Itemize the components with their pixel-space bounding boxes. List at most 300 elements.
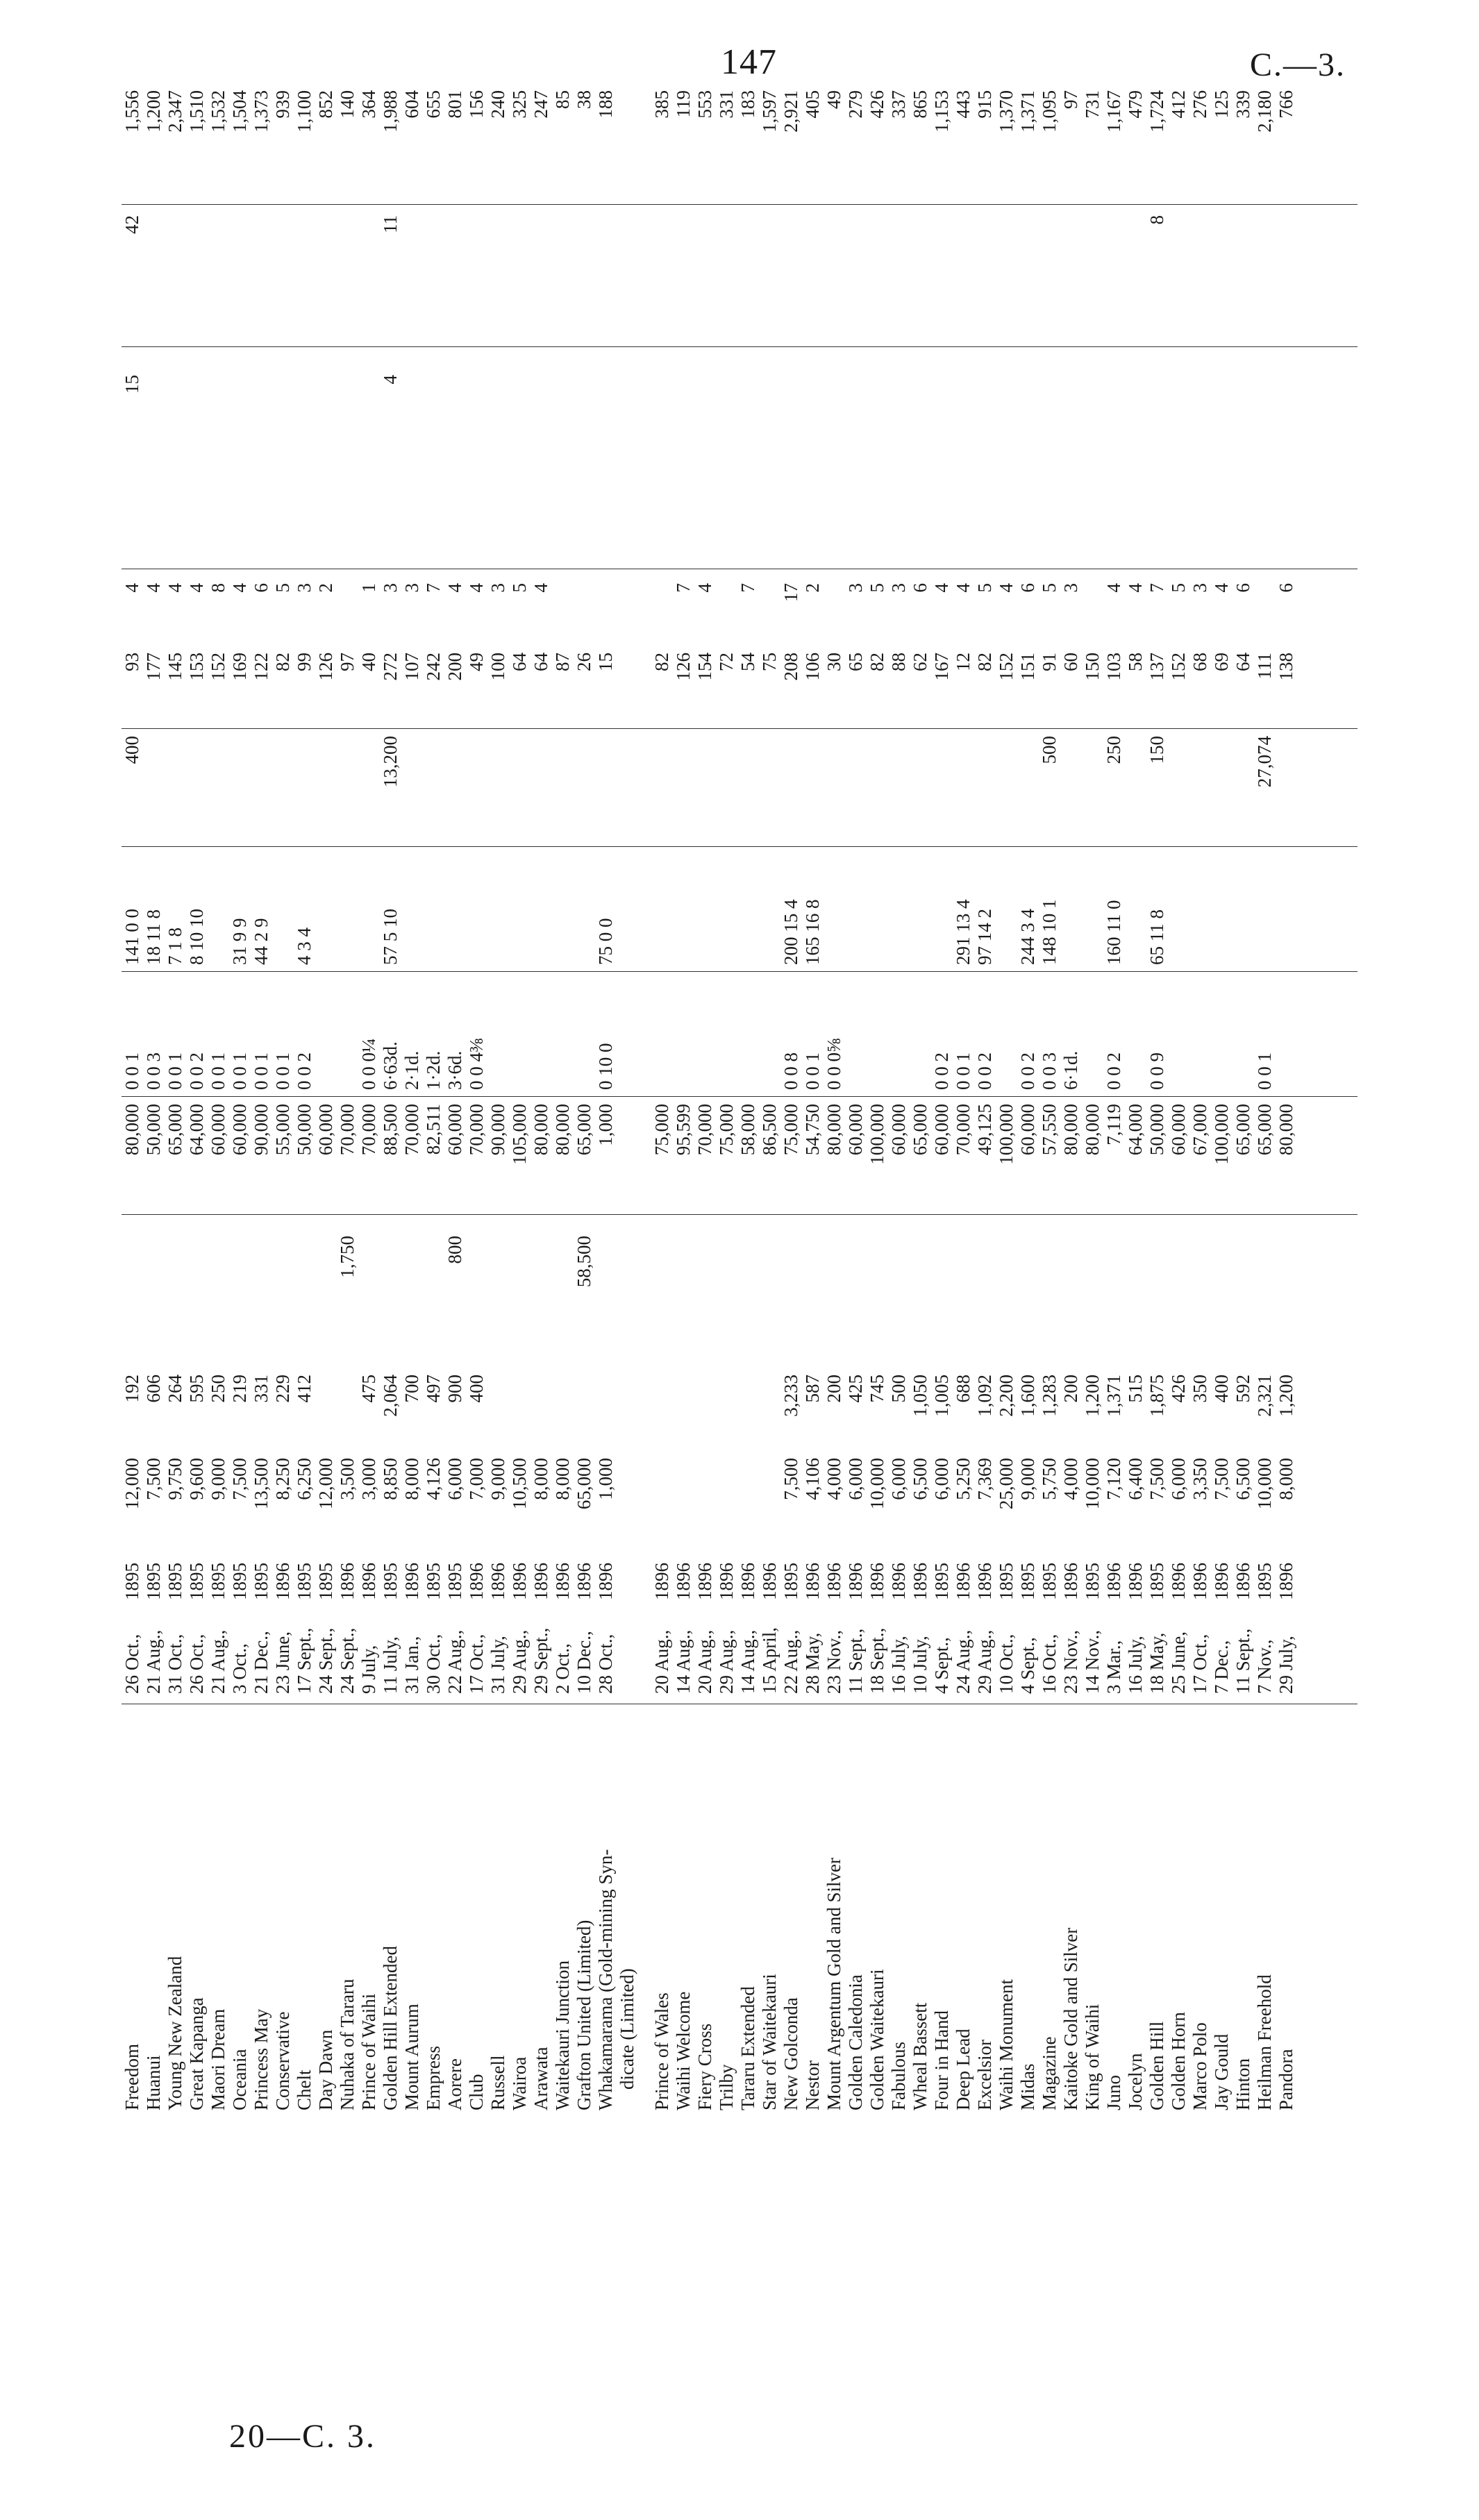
capital-value: 4,000 [824,1458,844,1500]
amount-value [1232,1236,1254,1361]
shares-value: 100,000 [1211,1104,1232,1165]
count-value [1232,215,1254,333]
capital-value: 6,500 [1232,1458,1253,1500]
count-value: 6 [1232,583,1253,593]
shares-value: 49,125 [974,1104,995,1156]
registration-year: 1896 [552,1563,573,1600]
amount-value [1060,854,1082,965]
count-value [780,375,802,500]
count-value [1039,215,1060,333]
amount-value [737,854,759,965]
company-name: Excelsior [974,2040,995,2110]
amount-value [974,736,996,840]
company-name: Conservative [272,2011,293,2110]
amount-value [186,1236,208,1361]
count-value: 40 [358,653,379,671]
registration-year: 1895 [996,1563,1017,1600]
amount-value: 0 0 1 [208,1052,228,1090]
amount-value [574,979,595,1090]
shares-value: 50,000 [1146,1104,1167,1156]
count-value: 3 [401,583,422,593]
amount-value [315,736,337,840]
registration-year: 1896 [845,1563,866,1600]
capital-value: 7,369 [974,1458,995,1500]
registration-date: 18 May, [1146,1632,1167,1694]
amount-value [401,854,423,965]
company-name: Golden Hill [1146,2021,1167,2110]
total-value: 331 [716,90,737,119]
company-name: Maori Dream [208,2008,228,2110]
registration-year: 1895 [1082,1563,1103,1600]
company-name: Pandora [1276,2049,1296,2110]
amount-value: 497 [423,1375,444,1403]
amount-value [1189,1236,1211,1361]
shares-value: 70,000 [466,1104,487,1156]
count-value [651,375,673,500]
amount-value: 606 [143,1375,164,1403]
amount-value: 0 0 1 [953,1052,974,1090]
document-reference: C.—3. [1250,47,1346,83]
capital-value: 6,000 [931,1458,952,1500]
count-value: 93 [122,653,142,671]
amount-value [122,1236,143,1361]
amount-value: 0 0 8 [780,1052,801,1090]
registration-year: 1896 [974,1563,995,1600]
amount-value: 587 [802,1375,823,1403]
amount-value [1276,979,1297,1090]
capital-value: 9,600 [186,1458,207,1500]
count-value [1168,215,1189,333]
amount-value: 31 9 9 [229,918,250,965]
amount-value [423,854,444,965]
capital-value: 7,500 [780,1458,801,1500]
capital-value [737,1458,759,1541]
amount-value [574,736,595,840]
company-name: Mount Aurum [401,2004,422,2110]
registration-year: 1895 [251,1563,271,1600]
column-divider [122,728,1357,729]
count-value: 2 [315,583,336,593]
shares-value: 95,599 [673,1104,694,1156]
total-value: 915 [974,90,995,119]
count-value: 7 [737,583,758,593]
registration-date: 29 July, [1276,1636,1296,1694]
shares-value: 75,000 [716,1104,737,1156]
capital-value: 4,106 [802,1458,823,1500]
count-value: 6 [1017,583,1038,593]
amount-value [358,736,380,840]
total-value: 38 [574,90,594,109]
amount-value: 2·1d. [401,1050,422,1090]
amount-value [673,979,694,1090]
total-value: 766 [1276,90,1296,119]
count-value [294,215,315,333]
count-value [552,583,574,639]
amount-value [1276,1236,1297,1361]
amount-value: 412 [294,1375,315,1403]
count-value: 4 [996,583,1017,593]
count-value: 3 [845,583,866,593]
count-value [651,583,673,639]
company-name: Russell [487,2055,508,2110]
registration-date: 25 June, [1168,1631,1189,1694]
count-value [802,215,824,333]
amount-value: 229 [272,1375,293,1403]
shares-value: 7,119 [1103,1104,1124,1145]
amount-value [910,979,931,1090]
count-value [737,375,759,500]
registration-date: 10 Dec., [574,1631,594,1694]
company-name: Hinton [1232,2058,1253,2110]
count-value: 200 [444,653,465,681]
registration-year: 1896 [1232,1563,1253,1600]
count-value [487,375,509,500]
capital-value: 4,126 [423,1458,444,1500]
count-value [574,215,595,333]
amount-value [910,736,931,840]
amount-value [931,736,953,840]
count-value [931,375,953,500]
capital-value: 5,750 [1039,1458,1060,1500]
capital-value: 12,000 [122,1458,142,1510]
count-value [466,215,487,333]
registration-date: 11 July, [380,1636,401,1694]
count-value [229,375,251,500]
registration-year: 1896 [888,1563,909,1600]
total-value: 412 [1168,90,1189,119]
amount-value [595,1236,617,1361]
count-value [294,375,315,500]
amount-value: 1,875 [1146,1375,1167,1417]
count-value [1017,375,1039,500]
amount-value [530,1236,552,1361]
company-name: Waihi Monument [996,1979,1017,2110]
column-divider [122,1096,1357,1097]
count-value: 137 [1146,653,1167,681]
amount-value [716,1375,737,1451]
shares-value: 70,000 [953,1104,974,1156]
amount-value [1189,854,1211,965]
count-value [824,375,845,500]
shares-value: 88,500 [380,1104,401,1156]
count-value [996,215,1017,333]
amount-value [910,854,931,965]
total-value: 1,988 [380,90,401,133]
amount-value: 6·63d. [380,1041,401,1090]
total-value: 426 [867,90,887,119]
count-value [315,375,337,500]
capital-value [716,1458,737,1541]
count-value [974,215,996,333]
registration-date: 23 June, [272,1631,293,1694]
amount-value: 57 5 10 [380,909,401,965]
company-name: Nestor [802,2060,823,2110]
amount-value [716,979,737,1090]
company-name: Aorere [444,2058,465,2110]
capital-value: 4,000 [1060,1458,1081,1500]
total-value: 1,370 [996,90,1017,133]
amount-value [487,736,509,840]
company-name: Midas [1017,2063,1038,2110]
count-value [759,215,780,333]
count-value [996,375,1017,500]
shares-value: 105,000 [509,1104,530,1165]
registration-year: 1896 [1103,1563,1124,1600]
company-name: New Golconda [780,1997,801,2110]
amount-value [996,1236,1017,1361]
count-value [337,375,358,500]
shares-value: 65,000 [1254,1104,1275,1156]
amount-value: 1,600 [1017,1375,1038,1417]
registration-year: 1896 [466,1563,487,1600]
count-value [759,583,780,639]
count-value [910,215,931,333]
company-name: Golden Waitekauri [867,1969,887,2110]
count-value: 3 [294,583,315,593]
count-value: 4 [122,583,142,593]
total-value: 183 [737,90,758,119]
registration-date: 7 Dec., [1211,1640,1232,1694]
registration-date: 14 Aug., [673,1629,694,1694]
amount-value [867,1236,888,1361]
shares-value: 75,000 [651,1104,672,1156]
count-value: 4 [1103,583,1124,593]
capital-value [759,1458,780,1541]
amount-value [294,1236,315,1361]
shares-value: 1,000 [595,1104,616,1146]
amount-value [1168,979,1189,1090]
registration-year: 1896 [358,1563,379,1600]
amount-value [165,736,186,840]
shares-value: 100,000 [996,1104,1017,1165]
count-value: 3 [1189,583,1210,593]
shares-value: 50,000 [294,1104,315,1156]
amount-value [845,854,867,965]
registration-year: 1895 [186,1563,207,1600]
registration-date: 29 Aug., [509,1629,530,1694]
total-value: 247 [530,90,551,119]
amount-value [1168,1236,1189,1361]
total-value: 364 [358,90,379,119]
amount-value: 264 [165,1375,185,1403]
registration-year: 1895 [423,1563,444,1600]
count-value: 3 [380,583,401,593]
registration-date: 9 July, [358,1645,379,1694]
registration-year: 1896 [651,1563,672,1600]
amount-value: 2,200 [996,1375,1017,1417]
count-value: 111 [1254,653,1275,680]
amount-value [444,736,466,840]
column-divider [122,204,1357,205]
amount-value: 0 0 9 [1146,1052,1167,1090]
registration-date: 17 Sept., [294,1627,315,1694]
amount-value [1125,1236,1146,1361]
count-value [824,583,845,639]
registration-date: 29 Sept., [530,1627,551,1694]
total-value: 2,180 [1254,90,1275,133]
count-value: 87 [552,653,573,671]
count-value [574,375,595,500]
amount-value [444,854,466,965]
count-value: 58 [1125,653,1146,671]
amount-value [1189,979,1211,1090]
amount-value: 165 16 8 [802,899,823,965]
amount-value [888,1236,910,1361]
amount-value: 0 0 2 [1103,1052,1124,1090]
company-name: Waihi Welcome [673,1991,694,2110]
count-value [358,375,380,500]
amount-value [574,854,595,965]
company-name: Waitekauri Junction [552,1960,573,2110]
capital-value: 10,000 [1254,1458,1275,1510]
amount-value [1232,736,1254,840]
capital-value [694,1458,716,1541]
registration-date: 10 July, [910,1636,930,1694]
amount-value [694,854,716,965]
count-value: 5 [509,583,530,593]
company-table [122,76,1357,2110]
count-value [358,215,380,333]
count-value: 97 [337,653,358,671]
page-number: 147 [721,42,777,82]
shares-value: 80,000 [824,1104,844,1156]
registration-year: 1896 [530,1563,551,1600]
amount-value: 595 [186,1375,207,1403]
amount-value [737,1236,759,1361]
amount-value: 0 0 3 [143,1052,164,1090]
amount-value [824,1236,845,1361]
amount-value [716,736,737,840]
amount-value [1211,854,1232,965]
count-value [824,215,845,333]
shares-value: 80,000 [122,1104,142,1156]
total-value: 2,921 [780,90,801,133]
registration-date-column [122,1604,1357,1694]
amount-value [1060,736,1082,840]
count-value: 49 [466,653,487,671]
total-value: 443 [953,90,974,119]
count-value [845,375,867,500]
amount-value [143,736,165,840]
registration-year: 1895 [1039,1563,1060,1600]
count-value: 152 [996,653,1017,681]
amount-value: 200 15 4 [780,899,801,965]
registration-year: 1895 [380,1563,401,1600]
amount-value: 7 1 8 [165,927,185,965]
count-value [337,583,358,639]
amount-value [759,1375,780,1451]
amount-value: 97 14 2 [974,909,995,965]
count-value: 1 [358,583,379,593]
total-value: 276 [1189,90,1210,119]
count-value: 64 [1232,653,1253,671]
count-value: 42 [122,215,142,234]
count-value [931,215,953,333]
registration-year: 1895 [294,1563,315,1600]
company-name: Empress [423,2046,444,2110]
count-value [208,375,229,500]
amount-value [509,1375,530,1451]
count-value: 30 [824,653,844,671]
shares-value: 65,000 [1232,1104,1253,1156]
company-name: Oceania [229,2049,250,2110]
count-value: 5 [974,583,995,593]
total-value: 85 [552,90,573,109]
count-value: 4 [953,583,974,593]
count-value [186,375,208,500]
count-value [802,375,824,500]
registration-date: 31 Oct., [165,1633,185,1694]
count-value [509,215,530,333]
registration-year-column [122,1548,1357,1600]
amount-value: 150 [1146,736,1167,764]
amount-value [673,1236,694,1361]
count-value [272,215,294,333]
registration-year: 1896 [673,1563,694,1600]
amount-value [1211,979,1232,1090]
shares-value: 80,000 [1082,1104,1103,1156]
amount-value: 331 [251,1375,271,1403]
amount-value: 200 [824,1375,844,1403]
amount-value: 1,050 [910,1375,930,1417]
registration-year: 1895 [143,1563,164,1600]
amount-value [401,736,423,840]
registration-date: 28 Oct., [595,1633,616,1694]
registration-date: 7 Nov., [1254,1639,1275,1694]
amount-value: 745 [867,1375,887,1403]
total-value: 553 [694,90,715,119]
count-value: 154 [694,653,715,681]
count-value [1125,215,1146,333]
count-value [165,215,186,333]
amount-value-column [122,979,1357,1090]
total-value: 604 [401,90,422,119]
registration-year: 1895 [780,1563,801,1600]
capital-value [651,1458,673,1541]
amount-value: 400 [122,736,142,764]
amount-value [888,979,910,1090]
amount-value: 65 11 8 [1146,909,1167,965]
amount-value [423,1236,444,1361]
count-value: 6 [251,583,271,593]
registration-year: 1896 [509,1563,530,1600]
amount-value [530,854,552,965]
count-value: 126 [673,653,694,681]
company-name: Fabulous [888,2041,909,2110]
amount-value [1125,854,1146,965]
count-value: 11 [380,215,401,233]
amount-value [1017,1236,1039,1361]
count-value [1168,375,1189,500]
count-value: 4 [186,583,207,593]
total-value: 1,504 [229,90,250,133]
count-value: 7 [423,583,444,593]
count-value [1060,215,1082,333]
company-name: Marco Polo [1189,2022,1210,2110]
registration-year: 1896 [272,1563,293,1600]
registration-date: 24 Sept., [337,1627,358,1694]
registration-date: 21 Aug., [143,1629,164,1694]
capital-value-column [122,1458,1357,1541]
amount-value: 0 0 1 [802,1052,823,1090]
shares-value: 60,000 [208,1104,228,1156]
amount-value: 900 [444,1375,465,1403]
count-value: 145 [165,653,185,681]
count-value [444,375,466,500]
count-value [423,375,444,500]
count-value [530,215,552,333]
registration-year: 1896 [1211,1563,1232,1600]
